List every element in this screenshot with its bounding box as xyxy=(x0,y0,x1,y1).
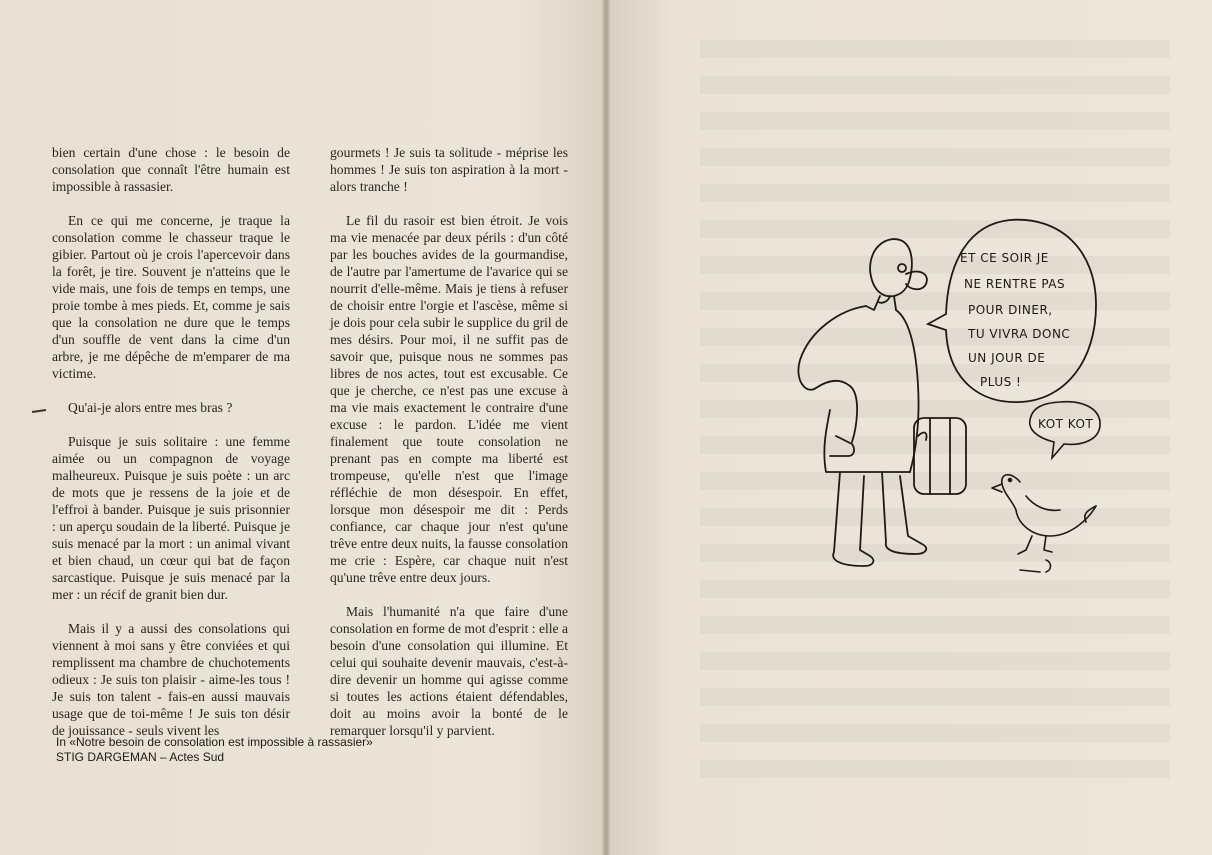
bubble-line: UN JOUR DE xyxy=(968,351,1046,365)
text-column-right xyxy=(330,144,568,756)
paragraph: gourmets ! Je suis ta solitude - méprise les hommes ! Je suis ton aspiration à la mort - alors tranche ! xyxy=(330,145,568,194)
citation-title: In «Notre besoin de consolation est impossible à rassasier» xyxy=(56,735,373,749)
bubble-line: TU VIVRA DONC xyxy=(968,327,1071,341)
chicken-icon xyxy=(992,475,1096,572)
man-with-suitcase-icon xyxy=(798,239,966,566)
bubble-line: POUR DINER, xyxy=(968,303,1053,317)
text-column-left xyxy=(52,144,290,756)
paragraph: Puisque je suis solitaire : une femme aimée ou un compagnon de voyage malheureux. Puisque je suis poète : un arc de mots que je ressens de la joie et de l'effroi à bander. Puisque je suis prisonnier : un aperçu soudain de la liberté. Puisque je suis menacé par la mort : un animal vivant et bien chaud, un cœur qui bat de façon sarcastique. Puisque je suis menacé par la mer : un récif de granit bien dur. xyxy=(52,434,290,602)
bird-bubble-text: KOT KOT ! xyxy=(1038,417,1103,431)
paragraph: Mais il y a aussi des consolations qui viennent à moi sans y être conviées et qui remplissent ma chambre de chuchotements odieux : Je suis ton plaisir - aime-les tous ! Je suis ton talent - fais-en aussi mauvais usage que de toi-même ! Je suis ton désir de jouissance - seuls vivent les xyxy=(52,621,290,738)
paragraph: En ce qui me concerne, je traque la consolation comme le chasseur traque le gibier. Partout où je crois l'apercevoir dans la forêt, je tire. Souvent je n'atteins que le vide mais, une fois de temps en temps, une proie tombe à mes pieds. Et, comme je sais que la consolation ne dure que le temps d'un souffle de vent dans la cime d'un arbre, je me dépêche de m'emparer de ma victime. xyxy=(52,213,290,381)
bubble-line: PLUS ! xyxy=(980,375,1022,389)
margin-pencil-mark xyxy=(32,409,46,413)
paragraph: Le fil du rasoir est bien étroit. Je vois ma vie menacée par deux périls : d'un côté par les bouches avides de la gourmandise, de l'autre par l'amertume de l'avarice qui se nourrit d'elle-même. Mais je tiens à refuser de choisir entre l'orgie et l'ascèse, même si je dois pour cela subir le supplice du gril de mes désirs. Pour moi, il ne suffit pas de savoir que, puisque nous ne sommes pas libres de nos actes, tout est excusable. Ce que je cherche, ce n'est pas une excuse à ma vie mais exactement le contraire d'une excuse : le pardon. L'idée me vient finalement que toute consolation ne prenant pas en compte ma liberté est trompeuse, qu'elle n'est que l'image réfléchie de mon désespoir. En effet, lorsque mon désespoir me dit : Perds confiance, car chaque jour n'est qu'une trêve entre deux nuits, la fausse consolation me crie : Espère, car chaque nuit n'est qu'une trêve entre deux jours. xyxy=(330,213,568,585)
book-gutter xyxy=(602,0,610,855)
bubble-line: NE RENTRE PAS xyxy=(964,277,1066,291)
man-speech-bubble xyxy=(928,220,1096,402)
source-citation xyxy=(56,735,373,765)
cartoon-illustration xyxy=(770,210,1110,610)
paragraph: bien certain d'une chose : le besoin de consolation que connaît l'être humain est impossible à rassasier. xyxy=(52,145,290,194)
paragraph: Qu'ai-je alors entre mes bras ? xyxy=(68,400,233,415)
bird-speech-bubble xyxy=(1030,402,1103,458)
bubble-line: ET CE SOIR JE xyxy=(960,251,1049,265)
citation-author: STIG DARGEMAN – Actes Sud xyxy=(56,750,225,764)
paragraph: Mais l'humanité n'a que faire d'une consolation en forme de mot d'esprit : elle a besoin d'une consolation qui illumine. Et celui qui souhaite devenir mauvais, c'est-à-dire devenir un homme qui agisse comme si toutes les actions étaient défendables, doit au moins avoir la bonté de le remarquer lorsqu'il y parvient. xyxy=(330,604,569,738)
